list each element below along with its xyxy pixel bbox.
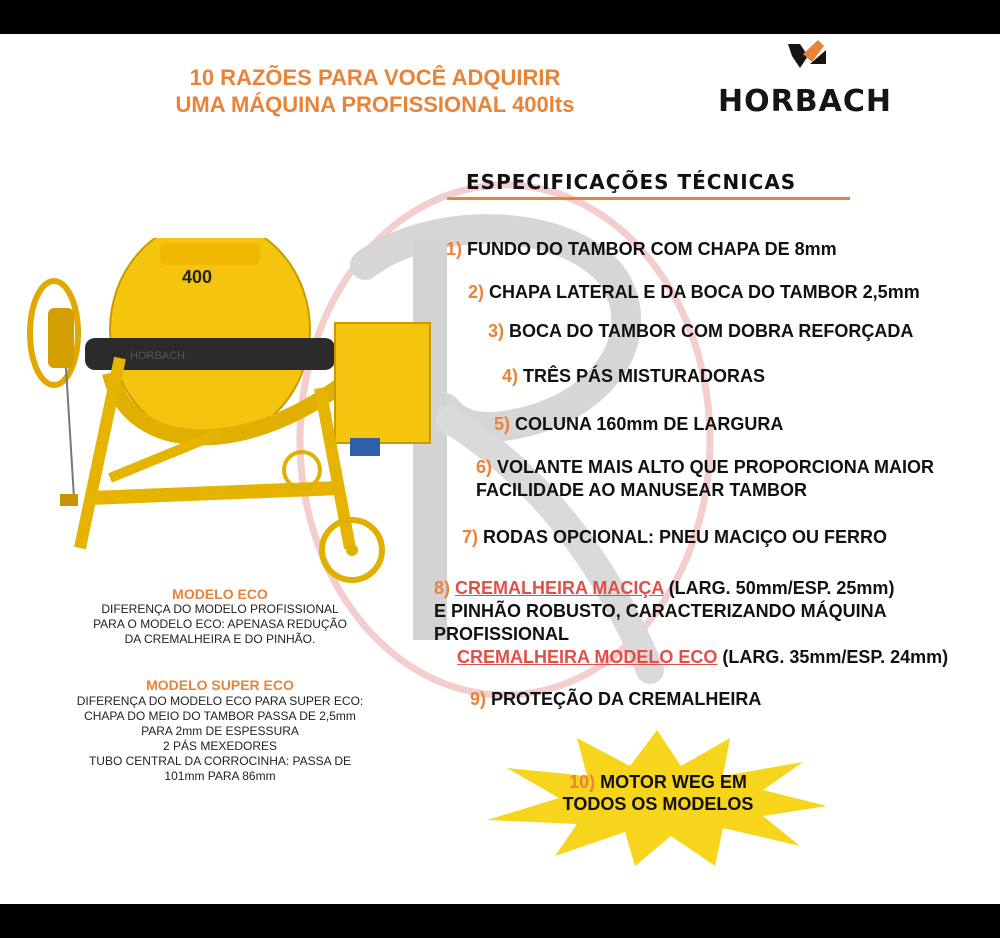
- reason-number: 5): [494, 414, 511, 434]
- reason-text: PROTEÇÃO DA CREMALHEIRA: [486, 689, 762, 709]
- model-super-eco-description: [55, 694, 385, 784]
- specs-title-underline: [447, 197, 850, 200]
- logo-mark-icon: [700, 36, 910, 86]
- reason-text: (LARG. 50mm/ESP. 25mm): [663, 578, 895, 598]
- reason-highlight-eco: CREMALHEIRA MODELO ECO: [457, 647, 718, 667]
- model-super-eco-line: TUBO CENTRAL DA CORROCINHA: PASSA DE: [88, 754, 352, 768]
- reason-number: 3): [488, 321, 505, 341]
- reason-text: TRÊS PÁS MISTURADORAS: [518, 366, 766, 386]
- model-super-eco-line: 101mm PARA 86mm: [164, 769, 276, 783]
- reason-4: [502, 365, 765, 388]
- reason-7: [462, 526, 887, 549]
- bottom-black-bar: [0, 904, 1000, 938]
- reason-text: BOCA DO TAMBOR COM DOBRA REFORÇADA: [504, 321, 914, 341]
- mixer-band-text: HORBACH: [130, 350, 186, 362]
- reason-text: RODAS OPCIONAL: PNEU MACIÇO OU FERRO: [478, 527, 888, 547]
- reason-number: 10): [569, 772, 596, 792]
- reason-text-continued: PROFISSIONAL: [434, 624, 570, 644]
- reason-text-continued: FACILIDADE AO MANUSEAR TAMBOR: [476, 480, 807, 500]
- reason-number: 4): [502, 366, 519, 386]
- reason-8: [434, 577, 948, 669]
- reason-text: (LARG. 35mm/ESP. 24mm): [717, 647, 949, 667]
- headline-line-1: 10 RAZÕES PARA VOCÊ ADQUIRIR: [189, 65, 561, 90]
- reason-number: 2): [468, 282, 485, 302]
- reason-text: VOLANTE MAIS ALTO QUE PROPORCIONA MAIOR: [492, 457, 935, 477]
- reason-text-continued: E PINHÃO ROBUSTO, CARACTERIZANDO MÁQUINA: [434, 601, 887, 621]
- concrete-mixer-image: [20, 238, 440, 583]
- headline-line-2: UMA MÁQUINA PROFISSIONAL 400lts: [175, 92, 575, 117]
- model-eco-line: DIFERENÇA DO MODELO PROFISSIONAL: [101, 602, 339, 616]
- model-eco-title: MODELO ECO: [172, 586, 268, 602]
- model-eco-line: DA CREMALHEIRA E DO PINHÃO.: [124, 632, 316, 646]
- reason-text: CHAPA LATERAL E DA BOCA DO TAMBOR 2,5mm: [484, 282, 920, 302]
- reason-3: [488, 320, 913, 343]
- reason-highlight: CREMALHEIRA MACIÇA: [455, 578, 664, 598]
- reason-5: [494, 413, 783, 436]
- reason-number: 9): [470, 689, 487, 709]
- reason-2: [468, 281, 920, 304]
- reason-9: [470, 688, 761, 711]
- drum-label: 400: [182, 267, 213, 287]
- reason-text-continued: TODOS OS MODELOS: [562, 794, 754, 814]
- reason-text: FUNDO DO TAMBOR COM CHAPA DE 8mm: [462, 239, 837, 259]
- model-super-eco-line: DIFERENÇA DO MODELO ECO PARA SUPER ECO:: [76, 694, 364, 708]
- reason-number: 8): [434, 578, 451, 598]
- horbach-logo: [700, 36, 910, 126]
- model-super-eco-title: MODELO SUPER ECO: [146, 677, 294, 693]
- model-super-eco-line: 2 PÁS MEXEDORES: [162, 739, 278, 753]
- reason-number: 1): [446, 239, 463, 259]
- headline: [150, 64, 600, 118]
- reason-number: 7): [462, 527, 479, 547]
- model-super-eco-line: PARA 2mm DE ESPESSURA: [141, 724, 299, 738]
- model-eco-description: [55, 602, 385, 647]
- model-super-eco-line: CHAPA DO MEIO DO TAMBOR PASSA DE 2,5mm: [84, 709, 356, 723]
- reason-1: [446, 238, 837, 261]
- brand-name: HORBACH: [718, 84, 892, 119]
- reason-text: COLUNA 160mm DE LARGURA: [510, 414, 784, 434]
- specs-title: ESPECIFICAÇÕES TÉCNICAS: [466, 170, 797, 194]
- top-black-bar: [0, 0, 1000, 34]
- reason-text: MOTOR WEG EM: [595, 772, 747, 792]
- reason-10: [520, 771, 796, 815]
- model-eco-line: PARA O MODELO ECO: APENASA REDUÇÃO: [93, 617, 347, 631]
- reason-6: [476, 456, 934, 502]
- reason-number: 6): [476, 457, 493, 477]
